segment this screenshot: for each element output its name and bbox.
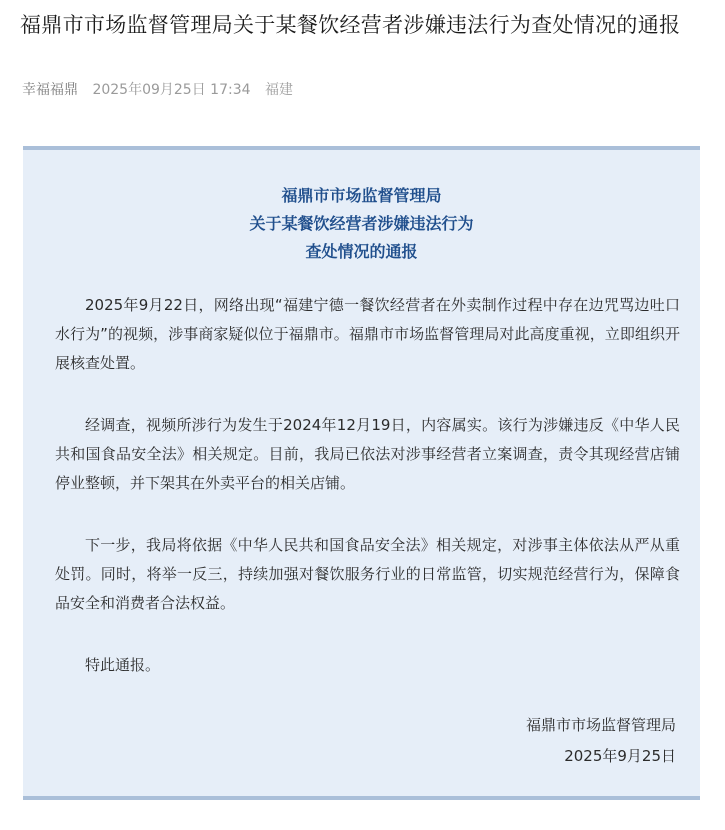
article-title: 福鼎市市场监督管理局关于某餐饮经营者涉嫌违法行为查处情况的通报 [20,13,681,37]
notice-signature: 福鼎市市场监督管理局 [525,716,676,734]
notice-card [23,146,700,800]
publish-datetime: 2025年09月25日 17:34 [92,82,251,98]
notice-heading-line: 查处情况的通报 [305,242,418,261]
publish-region: 福建 [264,82,293,98]
notice-paragraph: 经调查，视频所涉行为发生于2024年12月19日，内容属实。该行为涉嫌违反《中华人民共和国食品安全法》相关规定。目前，我局已依法对涉事经营者立案调查，责令其现经营店铺停业整顿，并下架其在外卖平台的相关店铺。 [55,416,680,492]
notice-heading [23,182,700,266]
notice-paragraph: 下一步，我局将依据《中华人民共和国食品安全法》相关规定，对涉事主体依法从严从重处罚。同时，将举一反三，持续加强对餐饮服务行业的日常监管，切实规范经营行为，保障食品安全和消费者合法权益。 [55,536,680,612]
notice-heading-line: 关于某餐饮经营者涉嫌违法行为 [249,214,474,233]
article-meta [22,80,303,100]
notice-body [55,291,680,713]
notice-paragraph: 特此通报。 [85,656,161,674]
notice-date: 2025年9月25日 [564,747,676,765]
notice-paragraph: 2025年9月22日，网络出现“福建宁德一餐饮经营者在外卖制作过程中存在边咒骂边吐口水行为”的视频，涉事商家疑似位于福鼎市。福鼎市市场监督管理局对此高度重视，立即组织开展核查处置。 [55,296,680,372]
notice-signature-block [526,710,676,772]
source-account-link[interactable]: 幸福福鼎 [22,82,78,98]
notice-heading-line: 福鼎市市场监督管理局 [281,186,442,205]
